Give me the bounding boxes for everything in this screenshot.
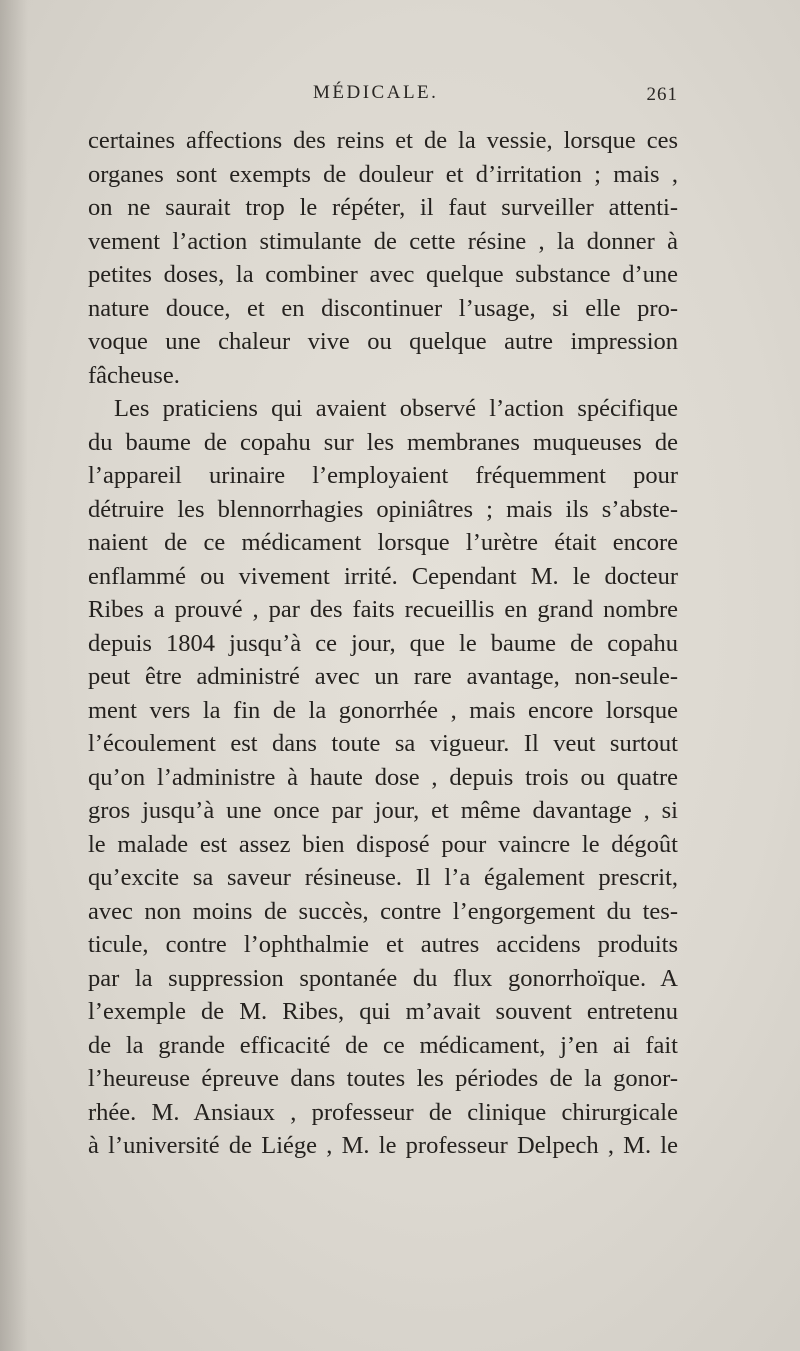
page-number: 261 [646,84,678,105]
text-line: voque une chaleur vive ou quelque autre impression [88,328,678,355]
text-line: le malade est assez bien disposé pour vaincre le dégoût [88,830,678,858]
text-line: organes sont exempts de douleur et d’irritation ; mais , [88,160,678,188]
running-head-title: MÉDICALE. [313,82,439,103]
text-line: certaines affections des reins et de la vessie, lorsque ces [88,127,678,154]
text-line: ticule, contre l’ophthalmie et autres accidens produits [88,931,678,958]
text-line: l’exemple de M. Ribes, qui m’avait souvent entretenu [88,998,678,1025]
text-line: naient de ce médicament lorsque l’urètre était encore [88,529,678,556]
text-line: par la suppression spontanée du flux gonorrhoïque. A [88,964,678,992]
paragraph-2 [88,392,678,1163]
running-head [88,82,678,112]
text-line: peut être administré avec un rare avantage, non-seule- [88,663,678,690]
text-line: Ribes a prouvé , par des faits recueillis en grand nombre [88,596,678,623]
text-line: de la grande efficacité de ce médicament, j’en ai fait [88,1031,678,1059]
gutter-shadow [0,0,28,1351]
text-line: on ne saurait trop le répéter, il faut surveiller attenti- [88,194,678,221]
text-line: ment vers la fin de la gonorrhée , mais encore lorsque [88,696,678,724]
text-line: l’écoulement est dans toute sa vigueur. Il veut surtout [88,730,678,757]
text-line: du baume de copahu sur les membranes muqueuses de [88,428,678,456]
text-line: qu’excite sa saveur résineuse. Il l’a également prescrit, [88,864,678,891]
text-line: depuis 1804 jusqu’à ce jour, que le baume de copahu [88,629,678,657]
text-line: l’appareil urinaire l’employaient fréquemment pour [88,462,678,489]
paragraph-1 [88,124,678,392]
text-line: détruire les blennorrhagies opiniâtres ; mais ils s’abste- [88,495,678,523]
text-line: avec non moins de succès, contre l’engorgement du tes- [88,897,678,925]
text-line: à l’université de Liége , M. le professeur Delpech , M. le [88,1132,678,1159]
text-line: petites doses, la combiner avec quelque substance d’une [88,261,678,288]
text-line: Les praticiens qui avaient observé l’action spécifique [114,395,678,422]
text-line: fâcheuse. [88,361,180,389]
body-text [88,124,678,1163]
text-line: nature douce, et en discontinuer l’usage, si elle pro- [88,294,678,322]
text-line: rhée. M. Ansiaux , professeur de clinique chirurgicale [88,1098,678,1126]
text-line: vement l’action stimulante de cette résine , la donner à [88,227,678,255]
text-line: gros jusqu’à une once par jour, et même davantage , si [88,797,678,824]
text-line: qu’on l’administre à haute dose , depuis trois ou quatre [88,763,678,791]
text-line: enflammé ou vivement irrité. Cependant M. le docteur [88,562,678,590]
text-line: l’heureuse épreuve dans toutes les périodes de la gonor- [88,1065,678,1092]
